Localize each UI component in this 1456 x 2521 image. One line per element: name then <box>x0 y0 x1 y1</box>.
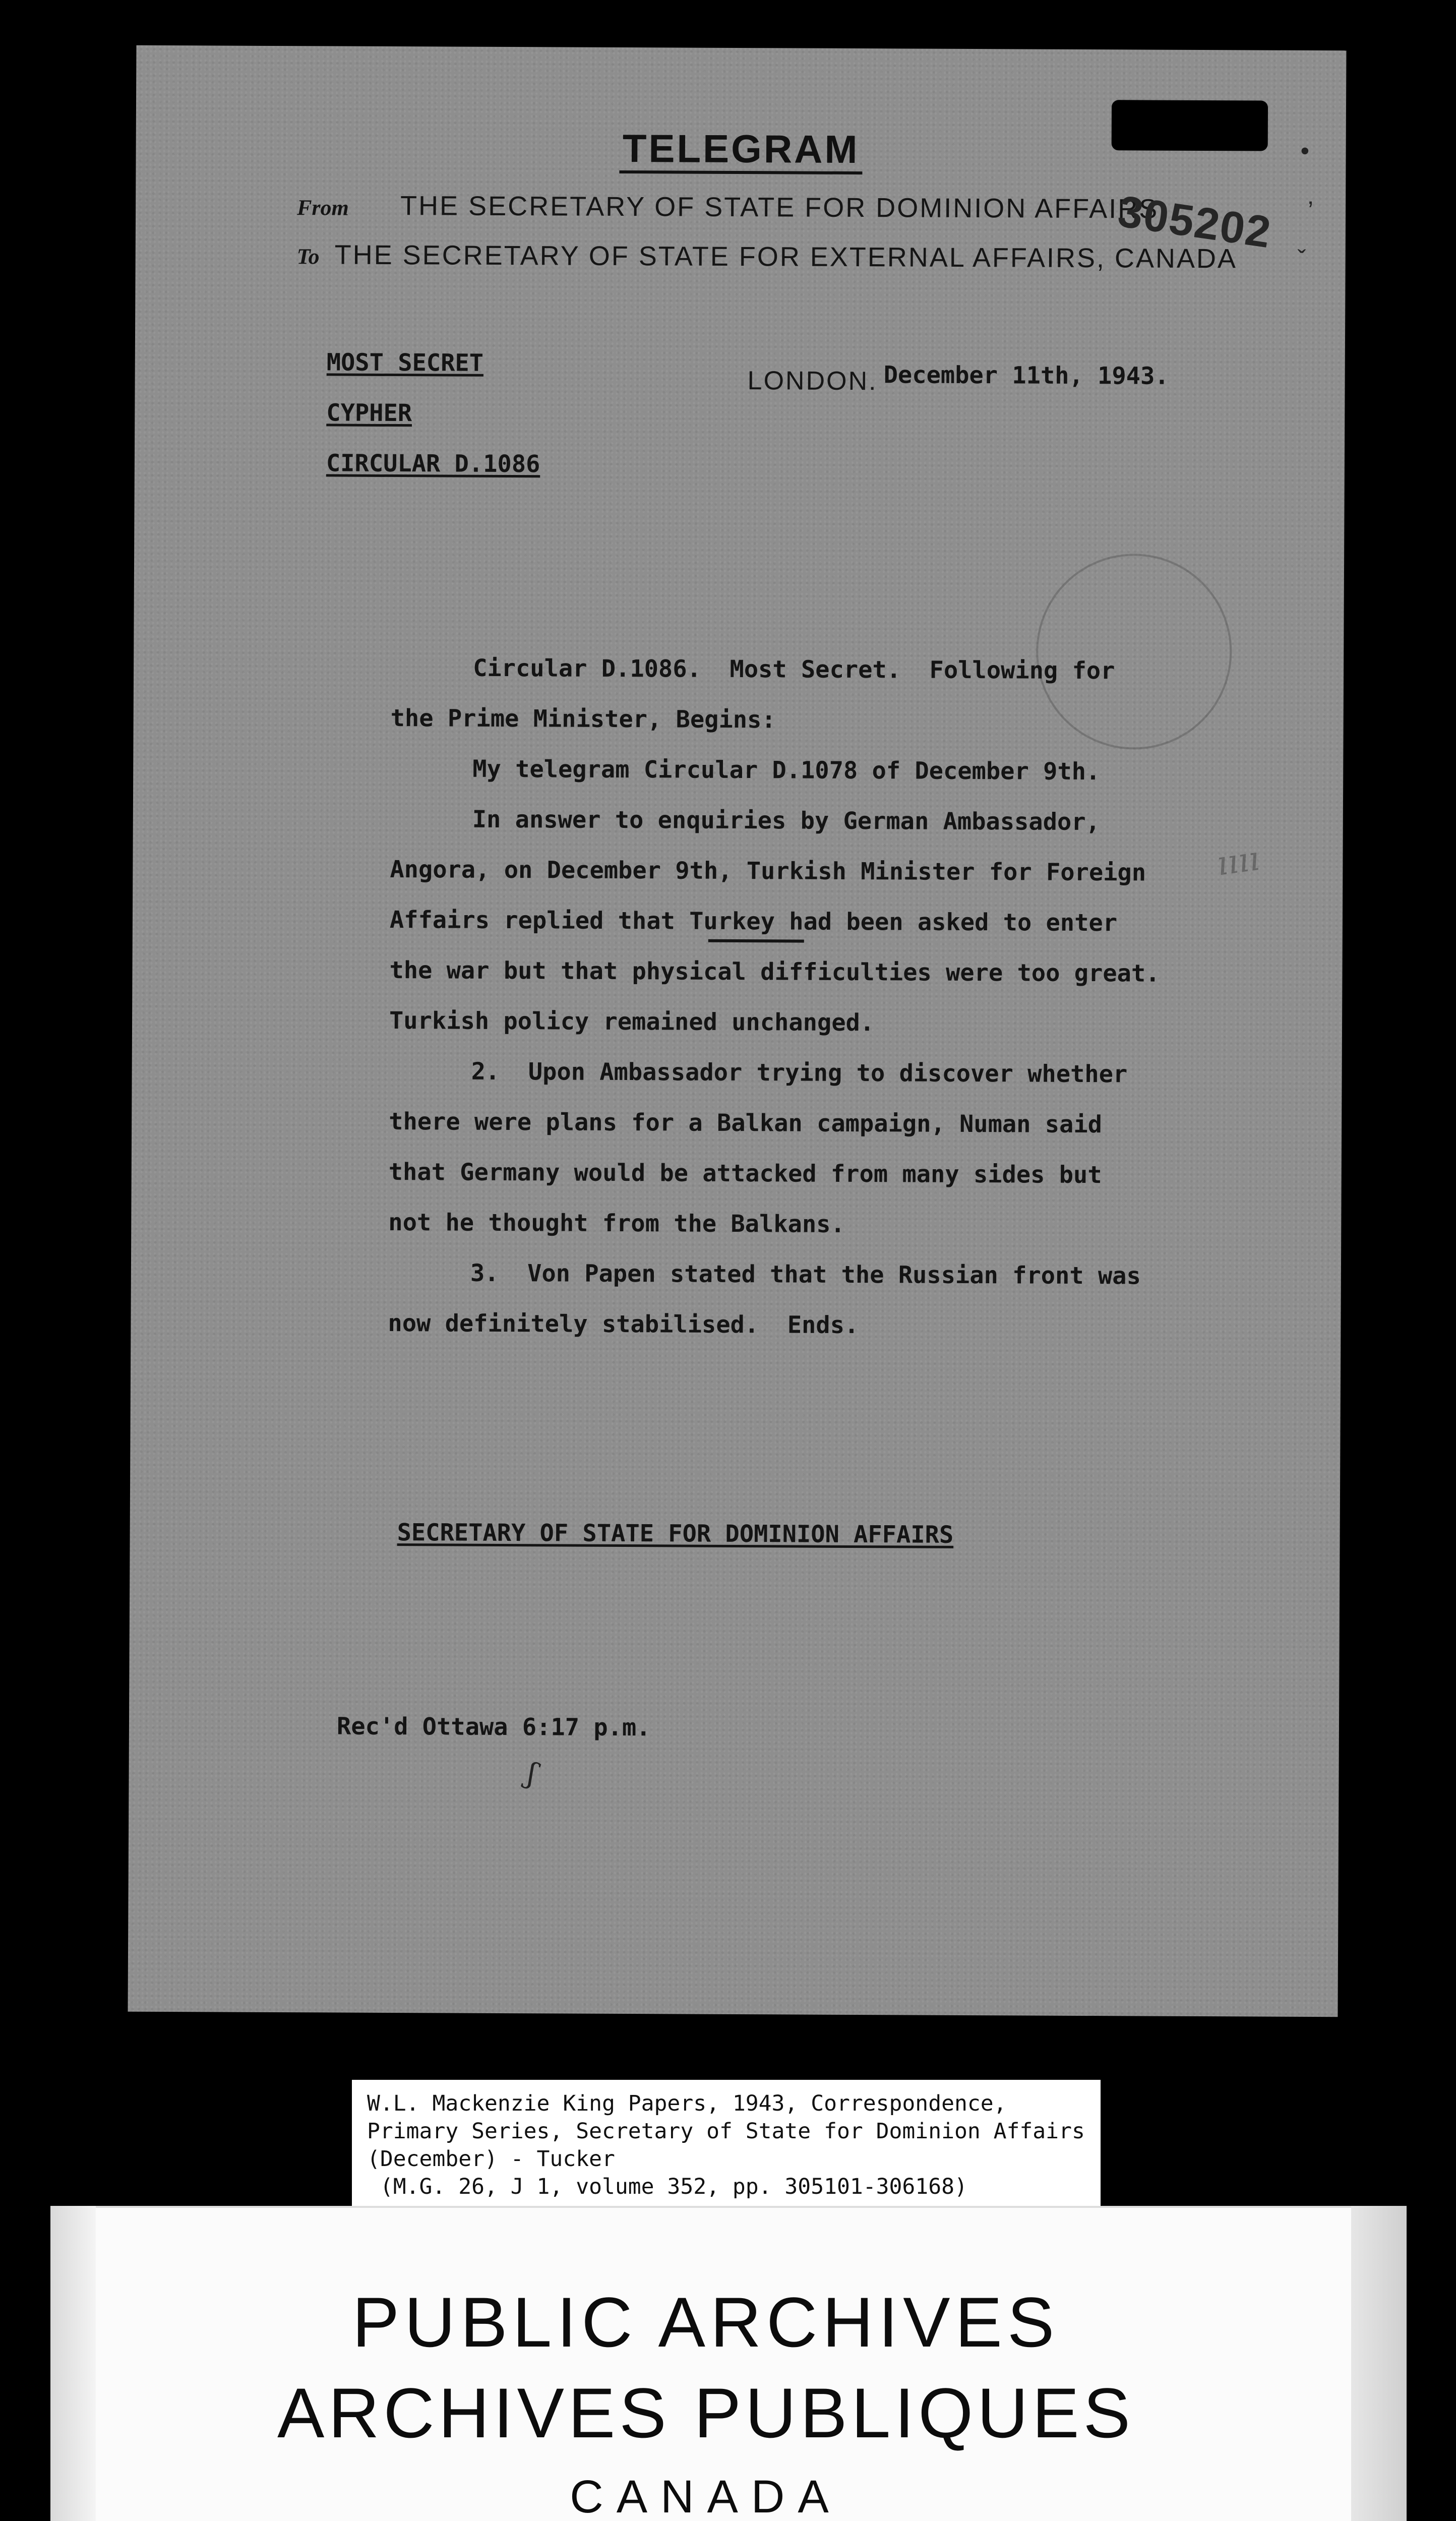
signoff: SECRETARY OF STATE FOR DOMINION AFFAIRS <box>397 1519 954 1549</box>
from-label: From <box>297 195 349 220</box>
pencil-tick: ʃ <box>523 1756 541 1791</box>
archives-title-en: PUBLIC ARCHIVES <box>352 2283 1060 2362</box>
body-line: In answer to enquiries by German Ambassador, <box>472 805 1100 836</box>
margin-mark: ˇ <box>1297 245 1306 273</box>
transmission-method: CYPHER <box>326 399 412 428</box>
telegram-heading: TELEGRAM <box>136 124 1346 174</box>
to-address: THE SECRETARY OF STATE FOR EXTERNAL AFFAIRS, CANADA <box>334 239 1238 274</box>
body-line: there were plans for a Balkan campaign, Numan said <box>389 1107 1103 1139</box>
page-number-stamp: 305202 <box>1115 186 1275 258</box>
body-line: Angora, on December 9th, Turkish Minister for Foreign <box>390 855 1146 887</box>
reference-line: (M.G. 26, J 1, volume 352, pp. 305101-306168) <box>367 2174 967 2199</box>
reference-slip <box>352 2080 1101 2210</box>
date: December 11th, 1943. <box>883 361 1169 390</box>
body-line: the Prime Minister, Begins: <box>390 704 776 734</box>
telegram-sheet <box>128 45 1347 2017</box>
reference-line: W.L. Mackenzie King Papers, 1943, Correspondence, <box>367 2091 1007 2116</box>
circular-number: CIRCULAR D.1086 <box>326 449 540 478</box>
body-line: Turkish policy remained unchanged. <box>389 1006 875 1037</box>
body-line: Affairs replied that Turkey had been asked to enter <box>389 906 1118 937</box>
place: LONDON. <box>747 366 878 396</box>
turkey-underline <box>708 939 804 943</box>
body-line: Circular D.1086. Most Secret. Following for <box>473 654 1115 685</box>
reference-line: (December) - Tucker <box>367 2146 615 2172</box>
to-label: To <box>296 244 320 269</box>
body-line: that Germany would be attacked from many sides but <box>388 1158 1102 1189</box>
reference-line: Primary Series, Secretary of State for Dominion Affairs <box>367 2119 1085 2144</box>
body-line: the war but that physical difficulties were too great. <box>389 956 1160 988</box>
archives-label-card <box>50 2206 1407 2521</box>
body-line: My telegram Circular D.1078 of December 9th. <box>472 755 1101 786</box>
received-note: Rec'd Ottawa 6:17 p.m. <box>336 1712 651 1742</box>
archives-country: CANADA <box>570 2471 842 2521</box>
from-address: THE SECRETARY OF STATE FOR DOMINION AFFAIRS <box>400 191 1159 224</box>
classification: MOST SECRET <box>326 348 484 377</box>
archives-title-fr: ARCHIVES PUBLIQUES <box>277 2373 1134 2452</box>
margin-mark: ʼ <box>1307 197 1314 225</box>
margin-mark: • <box>1300 136 1310 165</box>
body-line: not he thought from the Balkans. <box>388 1208 845 1238</box>
faint-rubber-stamp <box>1036 554 1232 750</box>
body-line: 3. Von Papen stated that the Russian front was <box>470 1259 1141 1290</box>
faint-margin-annotation: ıııı <box>1214 838 1262 883</box>
body-line: 2. Upon Ambassador trying to discover whether <box>471 1057 1128 1089</box>
body-line: now definitely stabilised. Ends. <box>388 1309 859 1340</box>
